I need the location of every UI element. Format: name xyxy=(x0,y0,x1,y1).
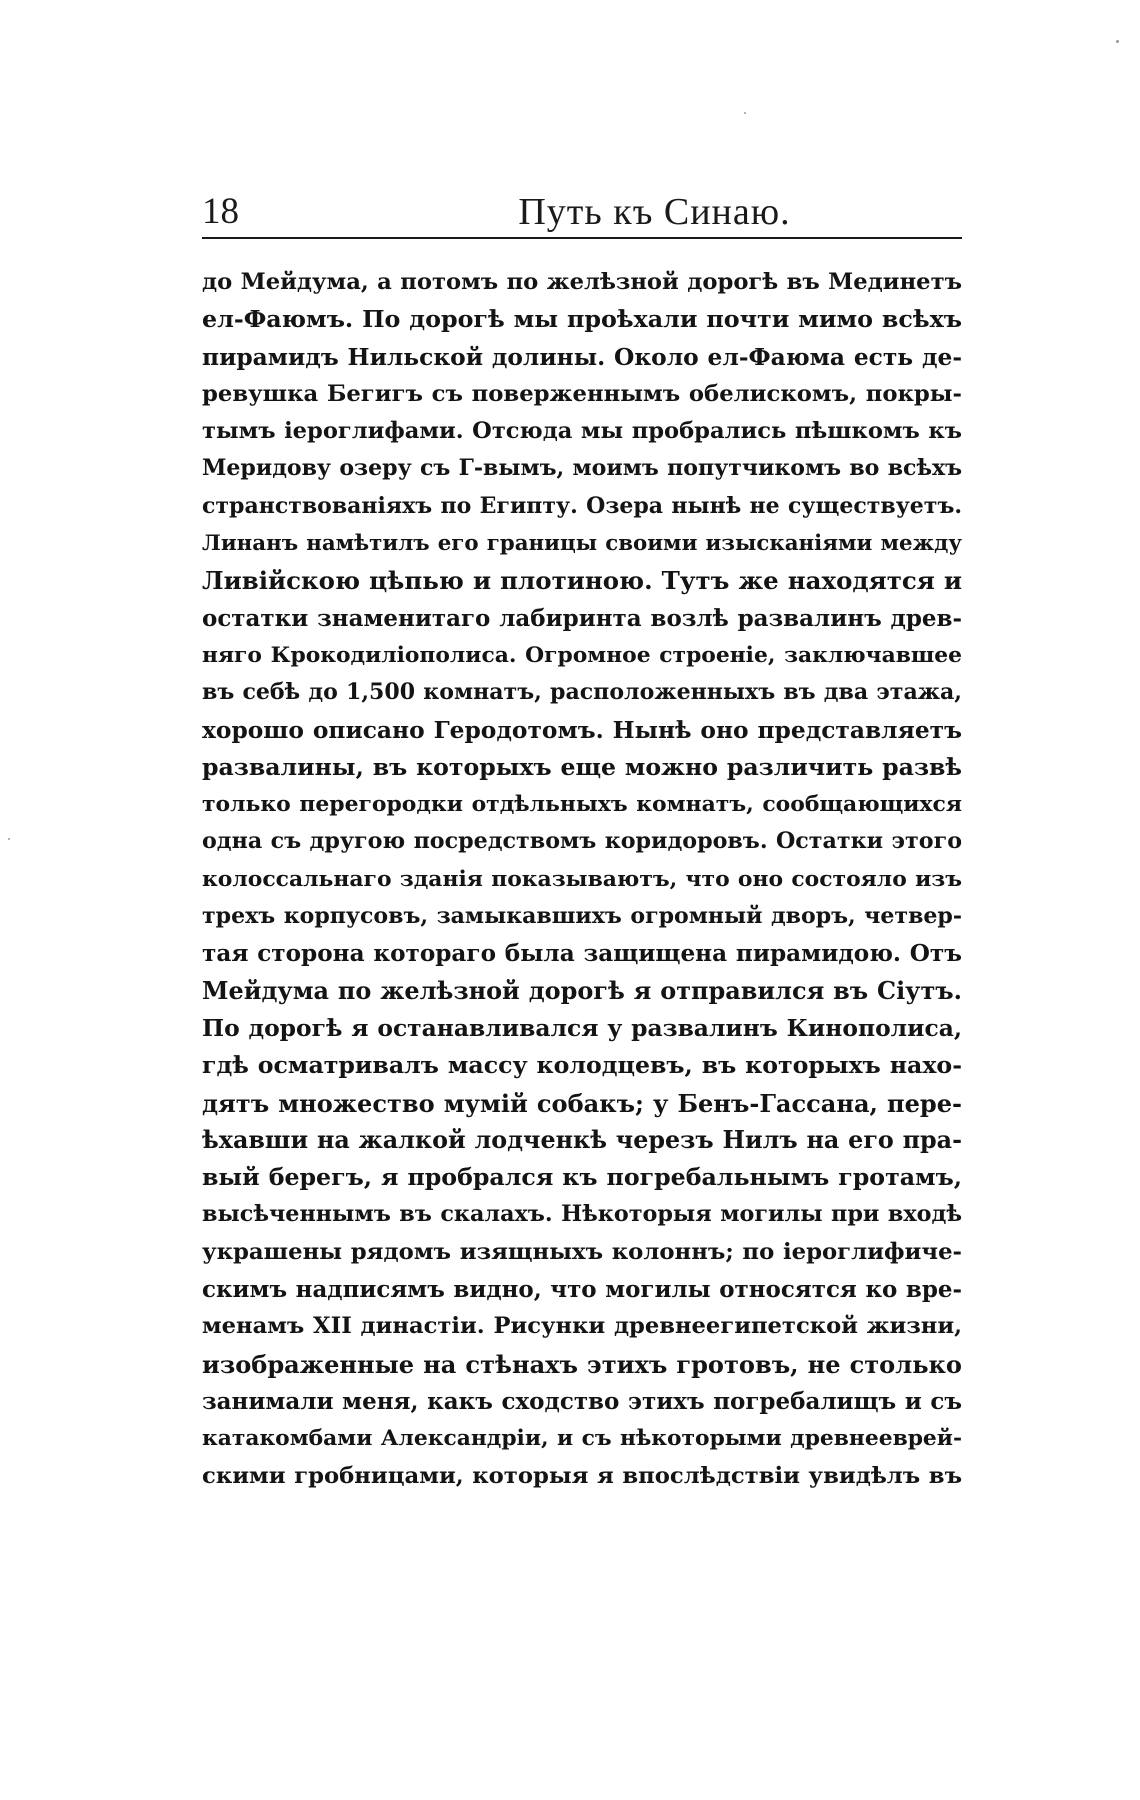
text-line: изображенные на стѣнахъ этихъ гротовъ, не столько xyxy=(202,1349,962,1379)
text-line: тая сторона котораго была защищена пирамидою. Отъ xyxy=(202,940,962,968)
text-line: пирамидъ Нильской долины. Около ел-Фаюма есть де- xyxy=(202,343,962,371)
text-line: Линанъ намѣтилъ его границы своими изысканіями между xyxy=(202,531,962,557)
text-line: хорошо описано Геродотомъ. Нынѣ оно представляетъ xyxy=(202,716,962,744)
text-line: менамъ XII династіи. Рисунки древнеегипетской жизни, xyxy=(202,1313,962,1340)
text-line: занимали меня, какъ сходство этихъ погребалищъ и съ xyxy=(202,1387,962,1415)
text-line: украшены рядомъ изящныхъ колоннъ; по іероглифиче- xyxy=(202,1238,962,1265)
text-line: вый берегъ, я пробрался къ погребальнымъ гротамъ, xyxy=(202,1163,962,1192)
text-line: катакомбами Александріи, и съ нѣкоторыми древнееврей- xyxy=(202,1426,962,1452)
running-title: Путь къ Синаю. xyxy=(518,191,791,233)
text-line: развалины, въ которыхъ еще можно различить развѣ xyxy=(202,752,962,781)
text-line: одна съ другою посредствомъ коридоровъ. Остатки этого xyxy=(202,828,962,855)
text-line: высѣченнымъ въ скалахъ. Нѣкоторыя могилы при входѣ xyxy=(202,1201,962,1228)
text-line: трехъ корпусовъ, замыкавшихъ огромный дворъ, четвер- xyxy=(202,903,962,930)
text-line: ревушка Бегигъ съ поверженнымъ обелискомъ, покры- xyxy=(202,380,962,407)
text-line: въ себѣ до 1,500 комнатъ, расположенныхъ въ два этажа, xyxy=(202,679,962,706)
text-line: скимъ надписямъ видно, что могилы относятся ко вре- xyxy=(202,1276,962,1304)
text-line: остатки знаменитаго лабиринта возлѣ развалинъ древ- xyxy=(202,604,962,632)
text-line: странствованіяхъ по Египту. Озера нынѣ не существуетъ. xyxy=(202,492,962,519)
paper-speck xyxy=(744,112,746,114)
text-line: ел-Фаюмъ. По дорогѣ мы проѣхали почти мимо всѣхъ xyxy=(202,305,962,334)
text-line: колоссальнаго зданія показываютъ, что оно состояло изъ xyxy=(202,865,962,892)
header-rule xyxy=(202,237,962,239)
text-line: тымъ іероглифами. Отсюда мы пробрались пѣшкомъ къ xyxy=(202,418,962,445)
text-line: ѣхавши на жалкой лодченкѣ черезъ Нилъ на его пра- xyxy=(202,1125,962,1154)
text-line: гдѣ осматривалъ массу колодцевъ, въ которыхъ нахо- xyxy=(202,1051,962,1080)
text-line: Мейдума по желѣзной дорогѣ я отправился въ Сіутъ. xyxy=(202,976,962,1005)
text-line: только перегородки отдѣльныхъ комнатъ, сообщающихся xyxy=(202,791,962,818)
text-line: дятъ множество мумій собакъ; у Бенъ-Гассана, пере- xyxy=(202,1088,962,1118)
running-head xyxy=(202,188,962,236)
body-text xyxy=(202,264,962,1495)
text-line: Меридову озеру съ Г-вымъ, моимъ попутчикомъ во всѣхъ xyxy=(202,455,962,482)
page-number: 18 xyxy=(202,191,239,232)
text-line: По дорогѣ я останавливался у развалинъ Кинополиса, xyxy=(202,1013,962,1042)
text-line: до Мейдума, а потомъ по желѣзной дорогѣ въ Мединетъ xyxy=(202,269,962,295)
text-line: скими гробницами, которыя я впослѣдствіи увидѣлъ въ xyxy=(202,1462,962,1489)
paper-speck xyxy=(1116,40,1119,43)
text-line: няго Крокодилiополиса. Огромное строеніе, заключавшее xyxy=(202,642,962,668)
paper-speck xyxy=(8,838,10,840)
text-line: Ливійскою цѣпью и плотиною. Тутъ же находятся и xyxy=(202,566,962,596)
